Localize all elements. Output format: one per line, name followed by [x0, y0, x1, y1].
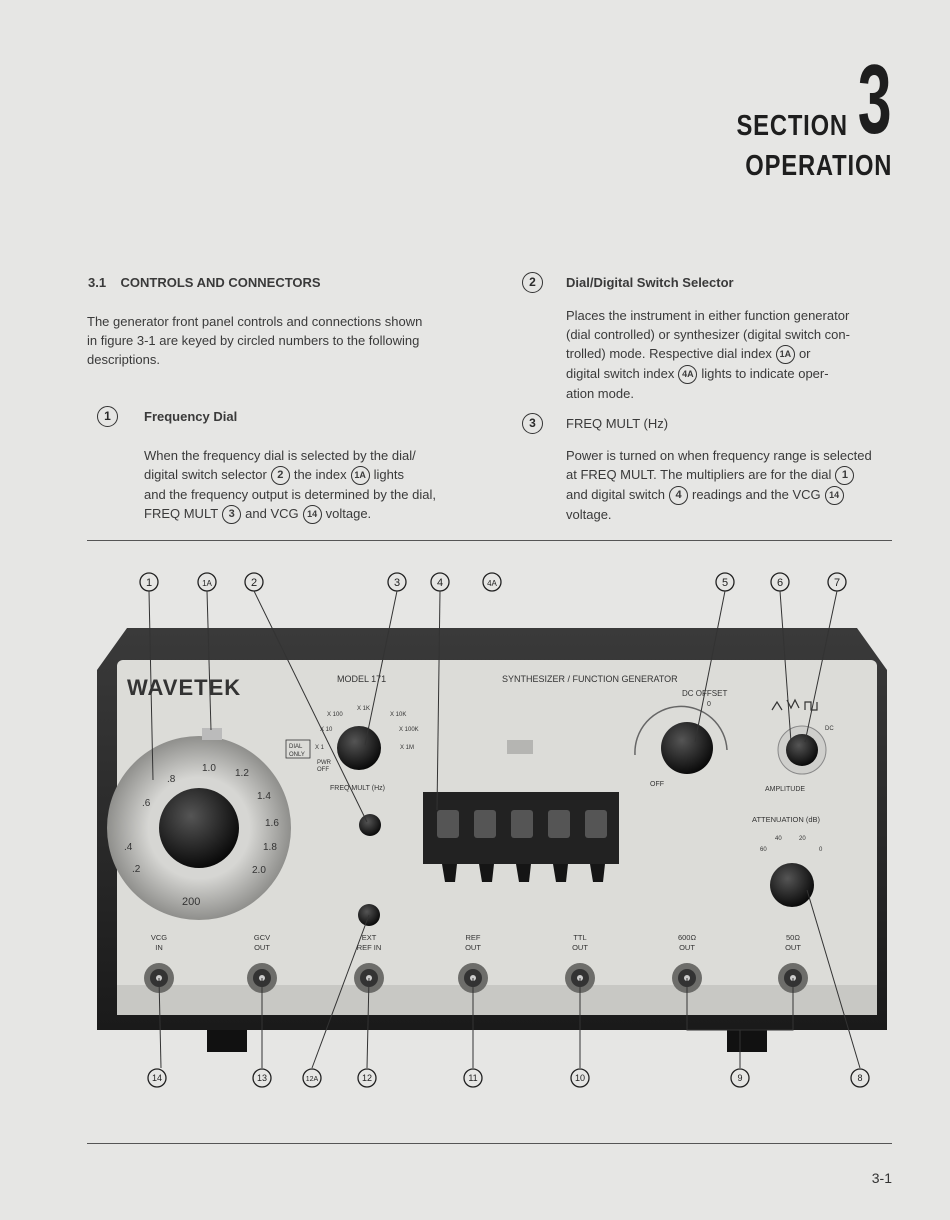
attenuation-label: ATTENUATION (dB) [752, 815, 821, 824]
foot-left [207, 1030, 247, 1052]
callout-4: 4 [436, 577, 444, 589]
mult-mark: X 100 [327, 712, 343, 718]
digital-switch-index-light [507, 740, 533, 754]
connector-label: OUT [679, 943, 695, 952]
ref-2: 2 [271, 466, 290, 485]
connector-label: EXT [361, 933, 377, 942]
item2-title: Dial/Digital Switch Selector [566, 275, 734, 290]
callout-2: 2 [250, 577, 258, 589]
callout-1a: 1A [202, 579, 212, 588]
item2-line: (dial controlled) or synthesizer (digital switch con- [566, 327, 850, 342]
connector-label: REF [465, 933, 481, 942]
callout-5: 5 [721, 577, 729, 589]
item3-title: FREQ MULT (Hz) [566, 416, 669, 431]
dc-offset-label: DC OFFSET [682, 689, 728, 698]
model-label: MODEL 171 [337, 674, 387, 684]
ref-14: 14 [303, 505, 322, 524]
text: digital switch index [566, 366, 675, 382]
callout-key-3: 3 [522, 413, 543, 434]
item1-line [144, 504, 469, 524]
callout-6: 6 [776, 577, 784, 589]
section-word: SECTION [736, 110, 848, 142]
text: at FREQ MULT. The multipliers are for the dial [566, 467, 832, 482]
dial-index-light [202, 728, 222, 740]
connector-label: 600Ω [677, 933, 697, 942]
page-number: 3-1 [871, 1170, 892, 1186]
item2-line [566, 364, 892, 384]
dial-mark: 1.8 [263, 842, 277, 853]
connector-label: GCV [253, 933, 271, 942]
connector-label: OUT [572, 943, 588, 952]
atten-mark: 60 [760, 847, 767, 853]
text: lights [373, 467, 404, 482]
ref-1a: 1A [776, 345, 795, 364]
item1-title: Frequency Dial [144, 409, 238, 424]
dial-only-label: ONLY [289, 752, 305, 758]
connector-label: VCG [150, 933, 168, 942]
item1-line [144, 465, 469, 485]
ref-4a: 4A [678, 365, 697, 384]
connector-label: REF IN [356, 943, 382, 952]
mult-mark: X 1M [400, 745, 415, 751]
text: FREQ MULT [144, 506, 219, 522]
item2-line [566, 344, 892, 364]
heading-number: 3.1 [88, 275, 107, 290]
dc-offset-knob[interactable] [661, 722, 713, 774]
section-number: 3 [858, 44, 892, 154]
dial-only-label: DIAL [289, 744, 303, 750]
callout-10: 10 [574, 1073, 586, 1083]
item3-line: voltage. [566, 507, 612, 523]
connector-label: OUT [254, 943, 270, 952]
dial-mark: .4 [124, 842, 133, 853]
attenuation-knob[interactable] [770, 863, 814, 907]
dial-mark: 1.0 [202, 763, 216, 774]
ref-4: 4 [669, 486, 688, 505]
dial-mark: 200 [182, 896, 201, 908]
text: trolled) mode. Respective dial index [566, 346, 772, 361]
callout-14: 14 [151, 1073, 163, 1083]
ref-1: 1 [835, 466, 854, 485]
item3-line: Power is turned on when frequency range is selected [566, 448, 872, 463]
callout-key-1: 1 [97, 406, 118, 427]
intro-paragraph [87, 312, 472, 369]
dial-mark: 1.2 [235, 768, 249, 779]
product-label: SYNTHESIZER / FUNCTION GENERATOR [502, 674, 678, 684]
item2-line: Places the instrument in either function generator [566, 308, 850, 323]
text: or [798, 346, 811, 361]
connector-label: 50Ω [786, 933, 800, 942]
item3-paragraph [566, 446, 892, 524]
item2-paragraph [566, 306, 892, 403]
item1-paragraph [144, 446, 469, 524]
mult-mark: X 1 [315, 745, 325, 751]
text: digital switch selector [144, 467, 267, 482]
bottom-callouts [148, 1069, 869, 1087]
callout-7: 7 [833, 577, 841, 589]
item1-line: and the frequency output is determined by the dial, [144, 487, 436, 503]
front-panel-figure [87, 560, 892, 1105]
item1-line: When the frequency dial is selected by the dial/ [144, 448, 416, 463]
text: and VCG [245, 506, 299, 522]
heading-text: CONTROLS AND CONNECTORS [120, 275, 321, 290]
atten-mark: 40 [775, 836, 782, 842]
item3-line [566, 485, 892, 505]
intro-line: descriptions. [87, 352, 160, 367]
callout-11: 11 [468, 1073, 478, 1083]
connector-label: TTL [573, 933, 587, 942]
callout-13: 13 [256, 1073, 268, 1083]
ref-3: 3 [222, 505, 241, 524]
ref-14: 14 [825, 486, 844, 505]
callout-3: 3 [393, 577, 401, 589]
text: the index [293, 467, 347, 482]
callout-1: 1 [145, 577, 153, 589]
mult-mark: X 1K [357, 706, 371, 712]
callout-12a: 12A [305, 1076, 319, 1083]
mult-mark: OFF [317, 767, 329, 773]
mult-mark: PWR [317, 760, 331, 766]
brand-logo: WAVETEK [127, 675, 242, 700]
dc-label: DC [825, 726, 834, 732]
freq-mult-label: FREQ MULT (Hz) [330, 785, 385, 792]
mult-mark: X 10K [390, 712, 407, 718]
dial-mark: .6 [142, 798, 151, 809]
item2-line: ation mode. [566, 386, 634, 402]
atten-mark: 0 [819, 847, 823, 853]
connector-label: OUT [465, 943, 481, 952]
foot-right [727, 1030, 767, 1052]
divider-bottom [87, 1143, 892, 1144]
dial-digital-selector-button[interactable] [359, 814, 381, 836]
dial-mark: .8 [167, 774, 176, 785]
top-callouts [140, 573, 846, 591]
intro-line: in figure 3-1 are keyed by circled numbers to the following [87, 333, 420, 348]
atten-mark: 20 [799, 836, 806, 842]
freq-mult-knob[interactable] [337, 726, 381, 770]
mult-mark: X 100K [399, 727, 419, 733]
callout-8: 8 [857, 1073, 863, 1083]
connector-label: IN [155, 943, 163, 952]
frequency-dial-knob[interactable] [159, 788, 239, 868]
dial-mark: 1.4 [257, 791, 271, 802]
divider-top [87, 540, 892, 541]
text: lights to indicate oper- [701, 366, 829, 382]
callout-key-2: 2 [522, 272, 543, 293]
ref-1a: 1A [351, 466, 370, 485]
intro-line: The generator front panel controls and connections shown [87, 314, 423, 329]
dial-mark: .2 [132, 864, 141, 875]
callout-12: 12 [361, 1073, 373, 1083]
dc-offset-zero: 0 [707, 701, 711, 708]
text: voltage. [325, 506, 372, 522]
text: readings and the VCG [692, 487, 821, 503]
off-label: OFF [650, 781, 664, 788]
callout-4a: 4A [487, 579, 497, 588]
mult-mark: X 10 [320, 727, 333, 733]
panel-bottom-strip [117, 985, 877, 1015]
dial-mark: 1.6 [265, 818, 279, 829]
amplitude-label: AMPLITUDE [765, 786, 806, 793]
heading [88, 273, 321, 292]
connector-label: OUT [785, 943, 801, 952]
dial-mark: 2.0 [252, 865, 266, 876]
item3-line [566, 465, 892, 485]
section-title: OPERATION [745, 150, 892, 182]
text: and digital switch [566, 487, 665, 503]
callout-9: 9 [737, 1073, 743, 1083]
